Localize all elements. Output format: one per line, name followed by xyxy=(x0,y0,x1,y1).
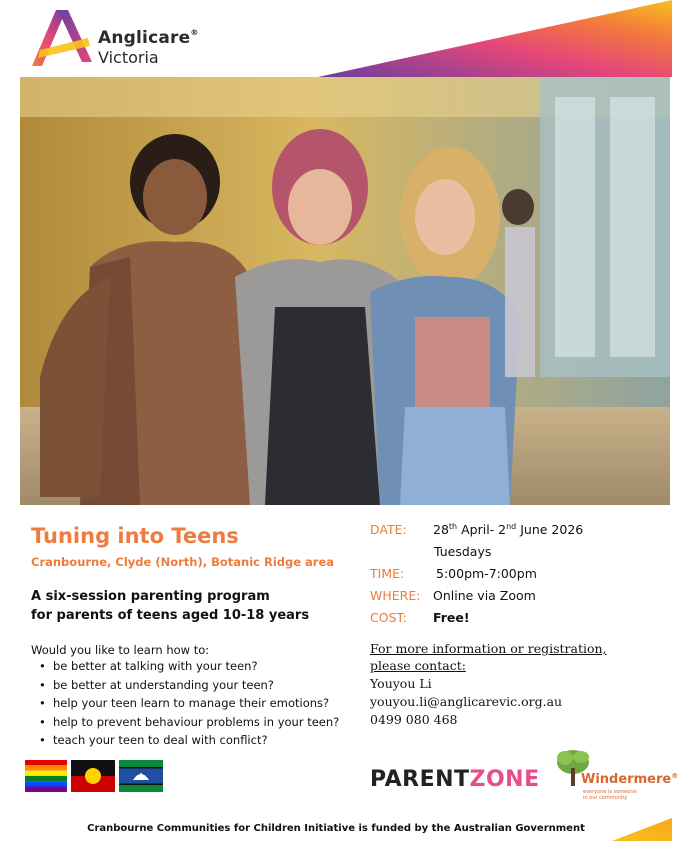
parentzone-logo: PARENTZONE xyxy=(370,767,540,792)
date-label: DATE: xyxy=(370,522,407,537)
brand-subtitle: Victoria xyxy=(98,48,159,67)
where-label: WHERE: xyxy=(370,588,421,603)
time-value: 5:00pm-7:00pm xyxy=(436,566,537,581)
aboriginal-flag-icon xyxy=(71,760,115,792)
brand-name: Anglicare® xyxy=(98,28,199,48)
contact-email[interactable]: youyou.li@anglicarevic.org.au xyxy=(370,694,563,709)
list-item: • teach your teen to deal with conflict? xyxy=(53,731,339,750)
learn-intro: Would you like to learn how to: xyxy=(31,643,210,657)
program-area: Cranbourne, Clyde (North), Botanic Ridge area xyxy=(31,555,335,569)
list-item: • help to prevent behaviour problems in your teen? xyxy=(53,713,339,732)
flags-row xyxy=(25,760,165,796)
list-item: • be better at talking with your teen? xyxy=(53,657,339,676)
hero-photo xyxy=(20,77,670,505)
tagline-line-1: A six-session parenting program xyxy=(31,589,270,604)
date-value: 28th April- 2nd June 2026 xyxy=(433,522,584,538)
contact-heading-line-1: For more information or registration, xyxy=(370,641,607,656)
program-tagline xyxy=(31,587,309,625)
list-item: • be better at understanding your teen? xyxy=(53,676,339,695)
windermere-logo xyxy=(553,748,678,806)
learn-list xyxy=(31,657,339,750)
torres-strait-flag-icon xyxy=(119,760,163,792)
where-value: Online via Zoom xyxy=(433,588,536,603)
contact-heading-line-2: please contact: xyxy=(370,658,466,673)
pride-flag-icon xyxy=(25,760,67,792)
funding-footer: Cranbourne Communities for Children Initiative is funded by the Australian Government xyxy=(87,823,585,834)
tagline-line-2: for parents of teens aged 10-18 years xyxy=(31,608,310,623)
contact-name: Youyou Li xyxy=(370,676,432,691)
time-label: TIME: xyxy=(370,566,405,581)
contact-heading xyxy=(370,640,607,674)
cost-value: Free! xyxy=(433,610,470,625)
contact-phone[interactable]: 0499 080 468 xyxy=(370,712,458,727)
anglicare-logo-icon xyxy=(28,6,92,70)
cost-label: COST: xyxy=(370,610,407,625)
day-value: Tuesdays xyxy=(434,544,492,559)
windermere-name: Windermere® xyxy=(581,772,678,787)
program-title: Tuning into Teens xyxy=(31,524,239,548)
corner-gradient-swoosh xyxy=(612,818,672,841)
windermere-tagline: everyone is someone in our community xyxy=(583,789,637,801)
list-item: • help your teen learn to manage their emotions? xyxy=(53,694,339,713)
